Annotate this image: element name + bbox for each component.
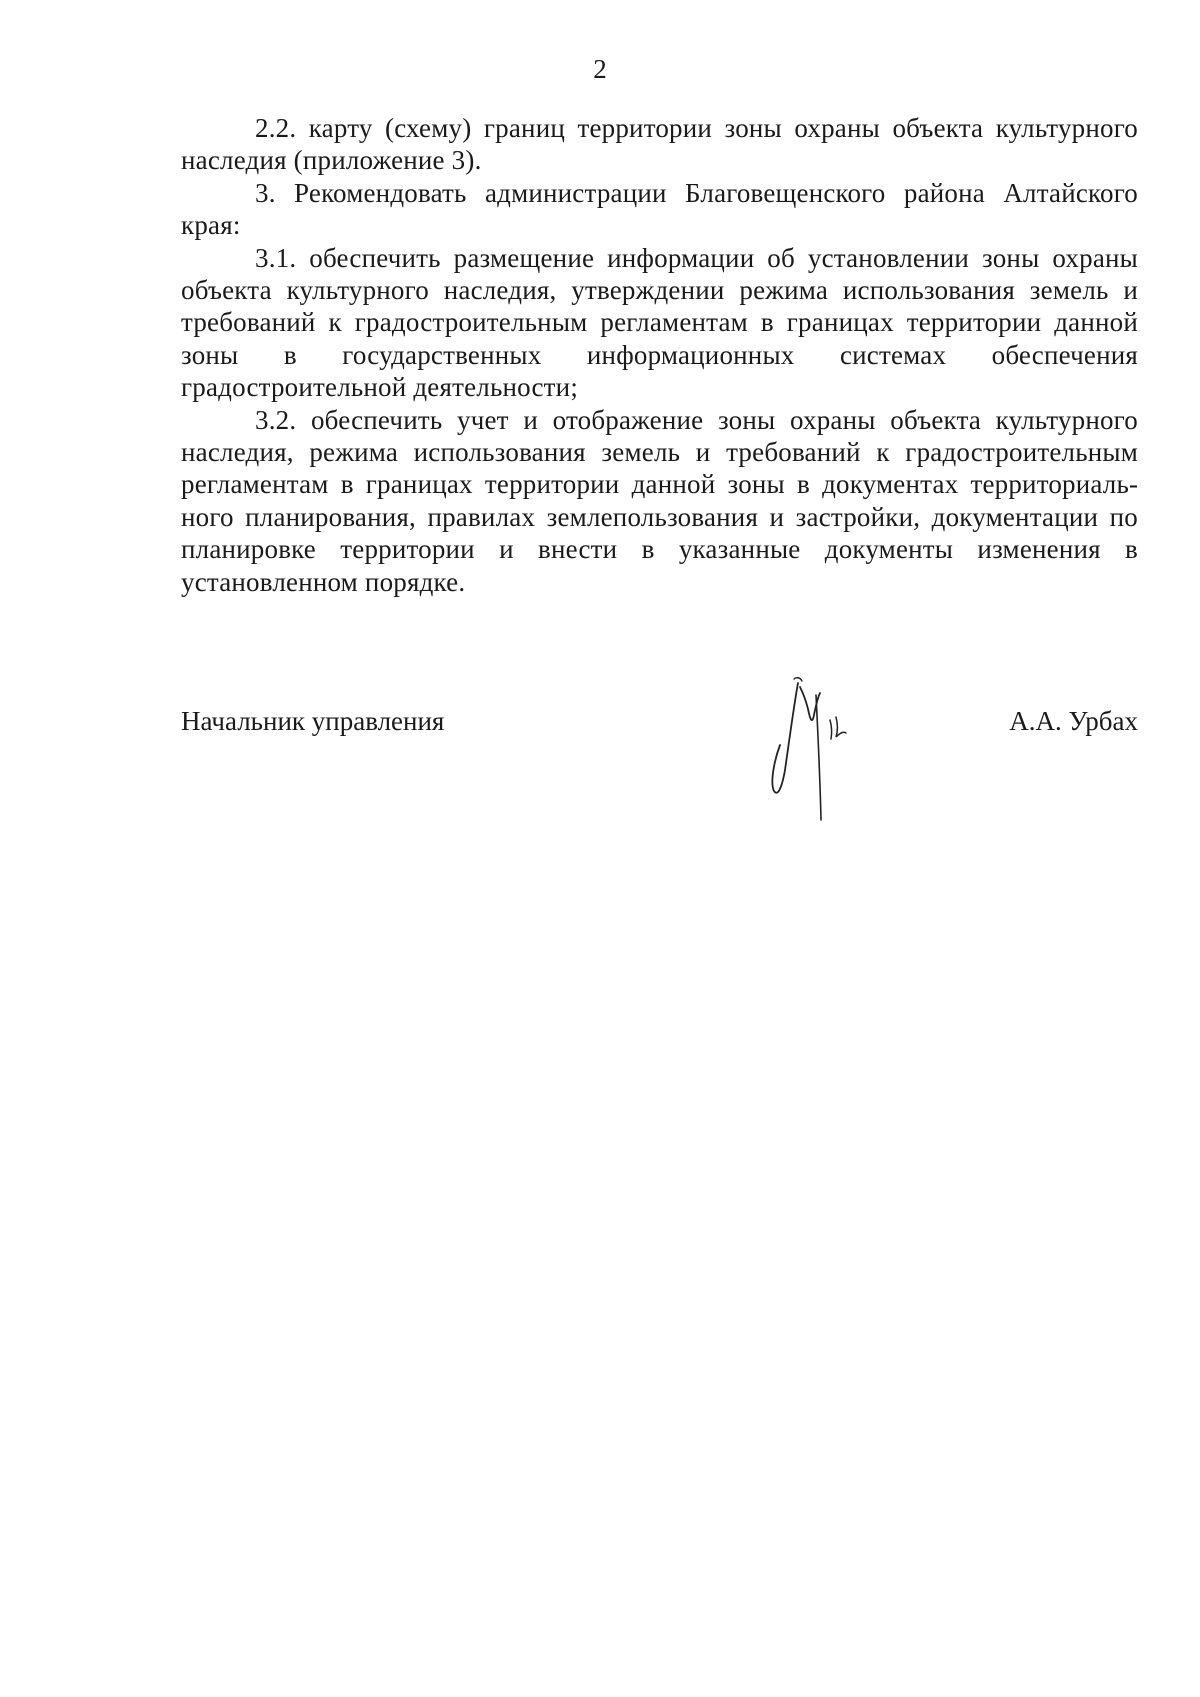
signatory-name: А.А. Урбах — [1009, 706, 1138, 736]
paragraph-3-2: 3.2. обеспечить учет и отображение зоны охраны объекта культурного наследия, режима использования земель и требований к градостроительным регламентам в границах территории данной зоны в документах территориального планирования, правилах землепользования и застройки, документации по планировке территории и внести в указанные документы изменения в установленном порядке. — [181, 404, 1138, 597]
signatory-title: Начальник управления — [181, 706, 445, 736]
handwritten-signature — [760, 675, 870, 825]
page-number: 2 — [593, 54, 607, 84]
paragraph-2-2: 2.2. карту (схему) границ территории зоны охраны объекта культурного наследия (приложение 3). — [181, 113, 1138, 176]
paragraph-3: 3. Рекомендовать администрации Благовещенского района Алтайского края: — [181, 177, 1138, 241]
paragraph-3-1: 3.1. обеспечить размещение информации об установлении зоны охраны объекта культурного наследия, утверждении режима использования земель и требований к градостроительным регламентам в границах территории данной зоны в государственных информационных системах обеспечения градостроительной деятельности; — [181, 242, 1138, 403]
document-body — [181, 112, 1138, 598]
